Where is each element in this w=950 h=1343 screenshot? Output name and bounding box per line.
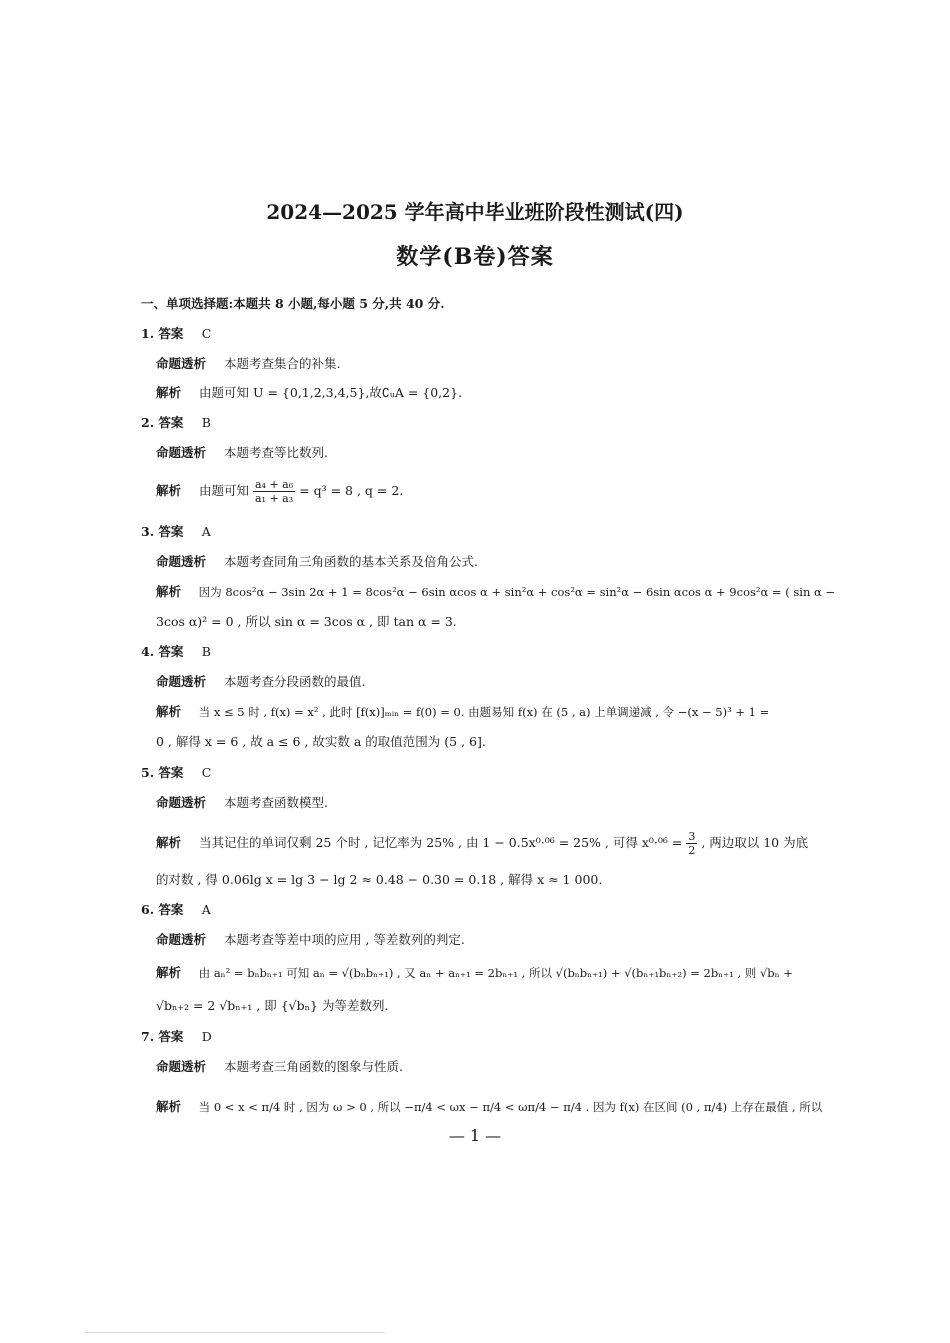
q5-analysis-line-1 <box>156 830 808 857</box>
insight-label: 命题透析 <box>156 445 207 460</box>
q2-analysis-pre: 由题可知 <box>199 483 250 498</box>
q6-analysis-line-2: √bₙ₊₂ = 2 √bₙ₊₁ , 即 {√bₙ} 为等差数列. <box>156 998 389 1013</box>
analysis-label: 解析 <box>156 584 182 599</box>
q1-analysis-line <box>156 384 462 402</box>
analysis-label: 解析 <box>156 483 182 498</box>
q6-analysis-1: 由 aₙ² = bₙbₙ₊₁ 可知 aₙ = √(bₙbₙ₊₁) , 又 aₙ + aₙ₊₁ = 2bₙ₊₁ , 所以 √(bₙbₙ₊₁) + √(bₙ₊₁bₙ₊₂) = 2bₙ₊₁ , 则 √bₙ + <box>198 966 793 980</box>
q4-answer-line <box>141 643 211 661</box>
q5-insight-line <box>156 794 328 812</box>
q6-insight: 本题考查等差中项的应用 , 等差数列的判定. <box>224 932 465 947</box>
analysis-label: 解析 <box>156 835 182 850</box>
q4-analysis-line-2: 0 , 解得 x = 6 , 故 a ≤ 6 , 故实数 a 的取值范围为 (5 , 6]. <box>156 734 486 749</box>
q7-analysis-1: 当 0 < x < π/4 时 , 因为 ω > 0 , 所以 −π/4 < ωx − π/4 < ωπ/4 − π/4 . 因为 f(x) 在区间 (0 , π/4) 上存在最值 , 所以 <box>198 1100 823 1114</box>
q5-fraction-denominator: 2 <box>688 844 696 857</box>
q7-insight: 本题考查三角函数的图象与性质. <box>224 1059 403 1074</box>
page-number: — 1 — <box>448 1126 502 1145</box>
analysis-label: 解析 <box>156 965 182 980</box>
q2-answer: B <box>201 415 211 430</box>
q5-analysis-post: , 两边取以 10 为底 <box>701 835 809 850</box>
insight-label: 命题透析 <box>156 1059 207 1074</box>
q3-number: 3. <box>141 524 155 539</box>
q7-analysis-line-1 <box>156 1098 822 1116</box>
q3-insight: 本题考查同角三角函数的基本关系及倍角公式. <box>224 554 478 569</box>
q2-fraction <box>253 478 295 505</box>
insight-label: 命题透析 <box>156 795 207 810</box>
answer-label: 答案 <box>158 644 184 659</box>
q2-answer-line <box>141 414 211 432</box>
insight-label: 命题透析 <box>156 554 207 569</box>
q5-analysis-line-2: 的对数 , 得 0.06lg x = lg 3 − lg 2 ≈ 0.48 − 0.30 = 0.18 , 解得 x ≈ 1 000. <box>156 872 603 887</box>
q2-analysis-post: = q³ = 8 , q = 2. <box>299 483 404 498</box>
q6-insight-line <box>156 931 465 949</box>
q3-analysis-line-2: 3cos α)² = 0 , 所以 sin α = 3cos α , 即 tan α = 3. <box>156 614 457 629</box>
q2-insight: 本题考查等比数列. <box>224 445 328 460</box>
q3-answer: A <box>201 524 211 539</box>
analysis-label: 解析 <box>156 1099 182 1114</box>
q4-insight-line <box>156 673 365 691</box>
section-heading: 一、单项选择题:本题共 8 小题,每小题 5 分,共 40 分. <box>141 296 445 311</box>
q5-answer-line <box>141 764 211 782</box>
q3-analysis-line-1 <box>156 583 835 601</box>
q2-insight-line <box>156 444 328 462</box>
q6-number: 6. <box>141 902 155 917</box>
q7-insight-line <box>156 1058 403 1076</box>
q1-insight: 本题考查集合的补集. <box>224 356 341 371</box>
q7-number: 7. <box>141 1029 155 1044</box>
answer-label: 答案 <box>158 326 184 341</box>
answer-label: 答案 <box>158 1029 184 1044</box>
bottom-divider <box>85 1332 385 1333</box>
q5-fraction-numerator: 3 <box>688 830 696 843</box>
q3-insight-line <box>156 553 478 571</box>
q3-analysis-1: 因为 8cos²α − 3sin 2α + 1 = 8cos²α − 6sin αcos α + sin²α + cos²α = sin²α − 6sin αcos α + 9cos²α = ( sin α − <box>198 585 836 599</box>
q5-answer: C <box>201 765 212 780</box>
q2-fraction-numerator: a₄ + a₆ <box>255 478 294 491</box>
q1-answer-line <box>141 325 211 343</box>
q2-number: 2. <box>141 415 155 430</box>
q4-number: 4. <box>141 644 155 659</box>
q7-answer-line <box>141 1028 212 1046</box>
analysis-label: 解析 <box>156 704 182 719</box>
q6-answer-line <box>141 901 211 919</box>
q4-analysis-line-1 <box>156 703 769 721</box>
q4-analysis-1: 当 x ≤ 5 时 , f(x) = x² , 此时 [f(x)]ₘᵢₙ = f(0) = 0. 由题易知 f(x) 在 (5 , a) 上单调递减 , 令 −(x − 5)³ + 1 = <box>198 705 770 719</box>
insight-label: 命题透析 <box>156 674 207 689</box>
answer-label: 答案 <box>158 765 184 780</box>
q2-fraction-denominator: a₁ + a₃ <box>255 492 294 505</box>
q7-answer: D <box>201 1029 212 1044</box>
analysis-label: 解析 <box>156 385 182 400</box>
q1-analysis: 由题可知 U = {0,1,2,3,4,5},故∁ᵤA = {0,2}. <box>199 385 463 400</box>
page-title: 2024—2025 学年高中毕业班阶段性测试(四) <box>266 200 684 224</box>
q1-number: 1. <box>141 326 155 341</box>
q6-answer: A <box>201 902 211 917</box>
q4-insight: 本题考查分段函数的最值. <box>224 674 366 689</box>
answer-label: 答案 <box>158 524 184 539</box>
q2-analysis-line <box>156 478 403 505</box>
answer-label: 答案 <box>158 902 184 917</box>
insight-label: 命题透析 <box>156 356 207 371</box>
q1-answer: C <box>201 326 212 341</box>
q5-fraction <box>686 830 697 857</box>
insight-label: 命题透析 <box>156 932 207 947</box>
q5-insight: 本题考查函数模型. <box>224 795 328 810</box>
q4-answer: B <box>201 644 211 659</box>
page-subtitle: 数学(B卷)答案 <box>396 244 554 270</box>
q6-analysis-line-1 <box>156 964 793 982</box>
answer-label: 答案 <box>158 415 184 430</box>
q3-answer-line <box>141 523 211 541</box>
q5-analysis-pre: 当其记住的单词仅剩 25 个时 , 记忆率为 25% , 由 1 − 0.5x⁰·⁰⁶ = 25% , 可得 x⁰·⁰⁶ = <box>199 835 683 850</box>
q5-number: 5. <box>141 765 155 780</box>
q1-insight-line <box>156 355 340 373</box>
